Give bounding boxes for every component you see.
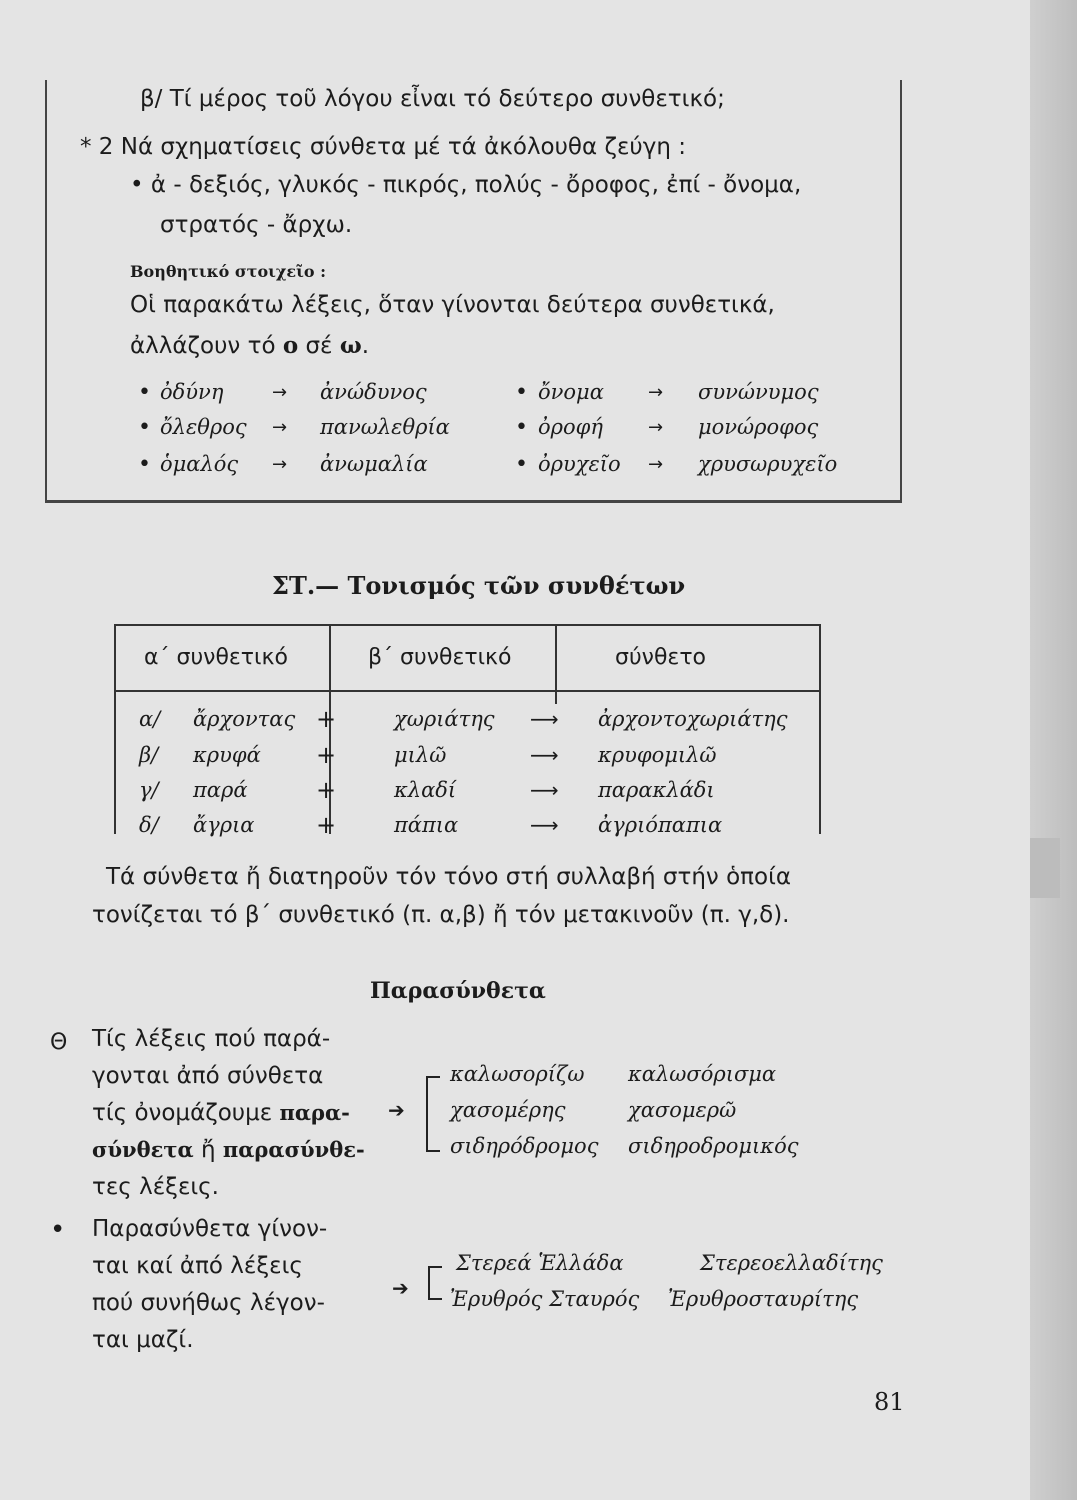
- example-result: μονώροφος: [698, 415, 819, 439]
- phrase-line: Παρασύνθετα γίνον-: [92, 1216, 328, 1242]
- theta-symbol: Θ: [50, 1030, 68, 1055]
- example-result: ἀνωμαλία: [320, 452, 428, 476]
- question-2: * 2 Νά σχηματίσεις σύνθετα μέ τά ἀκόλουθα ζεύγη :: [80, 134, 686, 160]
- example-result: συνώνυμος: [698, 380, 819, 404]
- def-line: γονται ἀπό σύνθετα: [92, 1063, 324, 1089]
- arrow-icon: ➔: [388, 1098, 405, 1122]
- def-line: τες λέξεις.: [92, 1174, 219, 1200]
- header-first-component: α΄ συνθετικό: [144, 645, 288, 670]
- adjacent-page-edge: [1030, 0, 1077, 1500]
- phrase-line: πού συνήθως λέγον-: [92, 1290, 325, 1316]
- phrase-line: ται καί ἀπό λέξεις: [92, 1253, 303, 1279]
- phrase-line: ται μαζί.: [92, 1327, 194, 1353]
- example-result: χρυσωρυχεῖο: [698, 452, 838, 476]
- def-line: σύνθετα ἤ παρασύνθε-: [92, 1137, 365, 1163]
- header-compound: σύνθετο: [615, 645, 707, 670]
- example-result: πανωλεθρία: [320, 415, 450, 439]
- bracket: [426, 1076, 428, 1152]
- pairs-line-2: στρατός - ἄρχω.: [160, 212, 353, 238]
- bullet: •: [50, 1215, 66, 1245]
- bracket: [428, 1266, 430, 1300]
- parasyntheta-title: Παρασύνθετα: [370, 978, 546, 1004]
- section-title: ΣΤ.— Τονισμός τῶν συνθέτων: [272, 571, 686, 600]
- hint-label: Βοηθητικό στοιχεῖο :: [130, 262, 326, 281]
- example-word: ὀρυχεῖο: [538, 452, 621, 476]
- hint-line-1: Οἱ παρακάτω λέξεις, ὅταν γίνονται δεύτερα συνθετικά,: [130, 292, 775, 318]
- hint-line-2: ἀλλάζουν τό ο σέ ω.: [130, 332, 370, 359]
- page-number: 81: [874, 1388, 905, 1416]
- pairs-line-1: • ἀ - δεξιός, γλυκός - πικρός, πολύς - ὄροφος, ἐπί - ὄνομα,: [130, 172, 802, 198]
- rule-line-1: Τά σύνθετα ἤ διατηροῦν τόν τόνο στή συλλαβή στήν ὁποία: [106, 864, 792, 890]
- example-word: ὁμαλός: [160, 452, 239, 476]
- header-second-component: β΄ συνθετικό: [368, 645, 512, 670]
- example-word: ὀροφή: [538, 415, 603, 439]
- rule-line-2: τονίζεται τό β΄ συνθετικό (π. α,β) ἤ τόν μετακινοῦν (π. γ,δ).: [92, 902, 790, 928]
- def-line: τίς ὀνομάζουμε παρα-: [92, 1100, 350, 1126]
- arrow-icon: ➔: [392, 1276, 409, 1300]
- example-result: ἀνώδυνος: [320, 380, 427, 404]
- example-word: ὀδύνη: [160, 380, 224, 404]
- example-word: ὄνομα: [538, 380, 604, 404]
- def-line: Τίς λέξεις πού παρά-: [92, 1026, 331, 1052]
- example-word: ὄλεθρος: [160, 415, 247, 439]
- question-b: β/ Τί μέρος τοῦ λόγου εἶναι τό δεύτερο συνθετικό;: [140, 86, 725, 112]
